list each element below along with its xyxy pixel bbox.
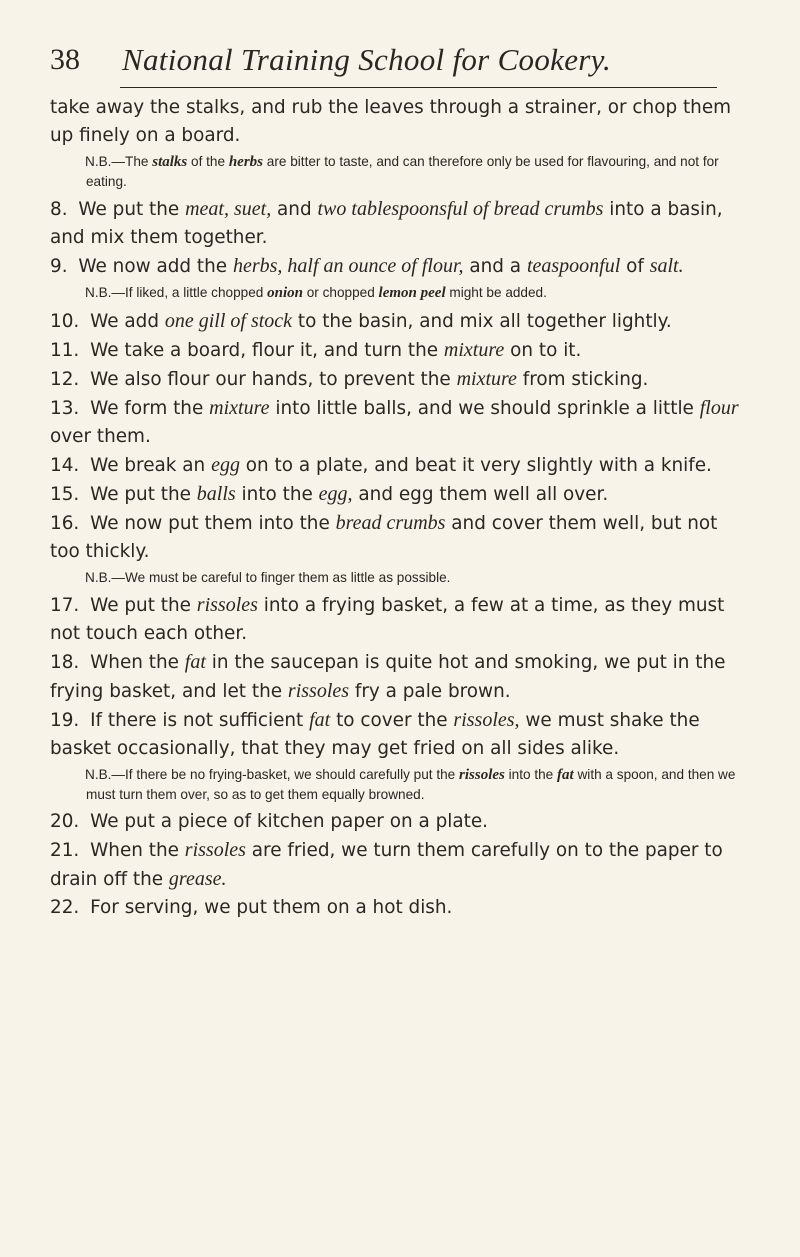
step-8: 8. We put the meat, suet, and two tablespoonsful of bread crumbs into a basin, and mix them together. bbox=[50, 198, 723, 248]
step-16: 16. We now put them into the bread crumbs and cover them well, but not too thickly. bbox=[50, 512, 718, 562]
note-onion: N.B.—If liked, a little chopped onion or chopped lemon peel might be added. bbox=[85, 285, 547, 301]
step-20: 20. We put a piece of kitchen paper on a plate. bbox=[50, 811, 489, 832]
step-21: 21. When the rissoles are fried, we turn them carefully on to the paper to drain off the grease. bbox=[50, 839, 723, 890]
page-number: 38 bbox=[50, 43, 80, 76]
step-19: 19. If there is not sufficient fat to cover the rissoles, we must shake the basket occasionally, that they may get fried on all sides alike. bbox=[50, 709, 700, 759]
page-header bbox=[50, 38, 750, 82]
step-22: 22. For serving, we put them on a hot dish. bbox=[50, 897, 453, 918]
step-13: 13. We form the mixture into little balls, and we should sprinkle a little flour over them. bbox=[50, 397, 739, 447]
paragraph-continuation: take away the stalks, and rub the leaves through a strainer, or chop them up finely on a board. bbox=[50, 97, 732, 146]
step-11: 11. We take a board, flour it, and turn the mixture on to it. bbox=[50, 339, 582, 361]
step-17: 17. We put the rissoles into a frying basket, a few at a time, as they must not touch each other. bbox=[50, 594, 725, 644]
running-title: National Training School for Cookery. bbox=[122, 42, 612, 77]
page-body bbox=[50, 94, 740, 922]
step-15: 15. We put the balls into the egg, and egg them well all over. bbox=[50, 483, 609, 505]
step-18: 18. When the fat in the saucepan is quite hot and smoking, we put in the frying basket, and let the rissoles fry a pale brown. bbox=[50, 651, 726, 702]
step-14: 14. We break an egg on to a plate, and beat it very slightly with a knife. bbox=[50, 454, 712, 476]
note-stalks: N.B.—The stalks of the herbs are bitter to taste, and can therefore only be used for flavouring, and not for eating. bbox=[85, 154, 719, 189]
step-9: 9. We now add the herbs, half an ounce of flour, and a teaspoonful of salt. bbox=[50, 255, 684, 277]
note-frying-basket: N.B.—If there be no frying-basket, we should carefully put the rissoles into the fat with a spoon, and then we must turn them over, so as to get them equally browned. bbox=[85, 767, 736, 802]
step-12: 12. We also flour our hands, to prevent the mixture from sticking. bbox=[50, 368, 649, 390]
note-finger: N.B.—We must be careful to finger them as little as possible. bbox=[85, 570, 451, 585]
header-rule bbox=[120, 87, 717, 88]
step-10: 10. We add one gill of stock to the basin, and mix all together lightly. bbox=[50, 310, 672, 332]
